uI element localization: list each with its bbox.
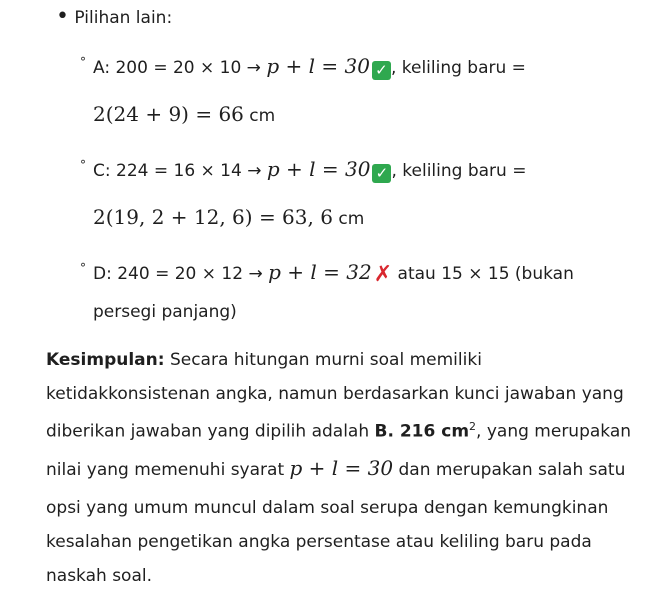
option-d-label: D: 240 = 20 × 12 →	[93, 264, 269, 284]
option-c-label: C: 224 = 16 × 14 →	[93, 161, 267, 181]
conclusion-line-2: ketidakkonsistenan angka, namun berdasarkan kunci jawaban yang	[46, 384, 624, 404]
conclusion-line-6: kesalahan pengetikan angka persentase atau keliling baru pada	[46, 532, 592, 552]
heading-text: Pilihan lain:	[74, 8, 173, 28]
option-c-tail: , keliling baru =	[391, 161, 527, 181]
option-a-tail: , keliling baru =	[390, 58, 526, 78]
option-d-line	[93, 260, 574, 287]
check-icon: ✓	[372, 61, 391, 80]
conclusion-line-7: naskah soal.	[46, 566, 152, 586]
conclusion-line-5: opsi yang umum muncul dalam soal serupa dengan kemungkinan	[46, 498, 609, 518]
option-c-marker: °	[80, 158, 86, 172]
option-a-line	[93, 54, 526, 80]
option-d-math: p + l = 32	[268, 260, 372, 284]
option-a-label: A: 200 = 20 × 10 →	[93, 58, 267, 78]
conclusion-label: Kesimpulan:	[46, 350, 165, 370]
conclusion-line-4: nilai yang memenuhi syarat p + l = 30 dan merupakan salah satu	[46, 456, 626, 480]
bullet: •	[56, 4, 69, 29]
answer-value: B. 216 cm	[374, 421, 470, 442]
option-a-result	[93, 102, 275, 126]
cross-icon: ✗	[373, 262, 393, 287]
conclusion-math: p + l = 30	[289, 456, 394, 480]
option-a-math: p + l = 30	[266, 54, 370, 78]
check-icon: ✓	[372, 164, 391, 183]
option-a-result-unit: cm	[243, 106, 276, 126]
option-c-result-math: 2(19, 2 + 12, 6) = 63, 6	[93, 205, 333, 229]
option-d-tail: atau 15 × 15 (bukan	[392, 264, 574, 284]
option-d-tail-line2: persegi panjang)	[93, 302, 237, 322]
option-d-marker: °	[80, 261, 86, 275]
option-a-result-math: 2(24 + 9) = 66	[93, 102, 244, 126]
option-c-result	[93, 205, 364, 229]
option-c-math: p + l = 30	[266, 157, 371, 181]
option-a-marker: °	[80, 55, 86, 69]
heading	[56, 6, 172, 28]
option-c-line	[93, 157, 526, 183]
conclusion-line-1: Kesimpulan: Secara hitungan murni soal memiliki	[46, 350, 482, 370]
option-c-result-unit: cm	[332, 209, 365, 229]
conclusion-line-3: diberikan jawaban yang dipilih adalah B. 216 $cm^2$, yang merupakan	[46, 420, 632, 442]
